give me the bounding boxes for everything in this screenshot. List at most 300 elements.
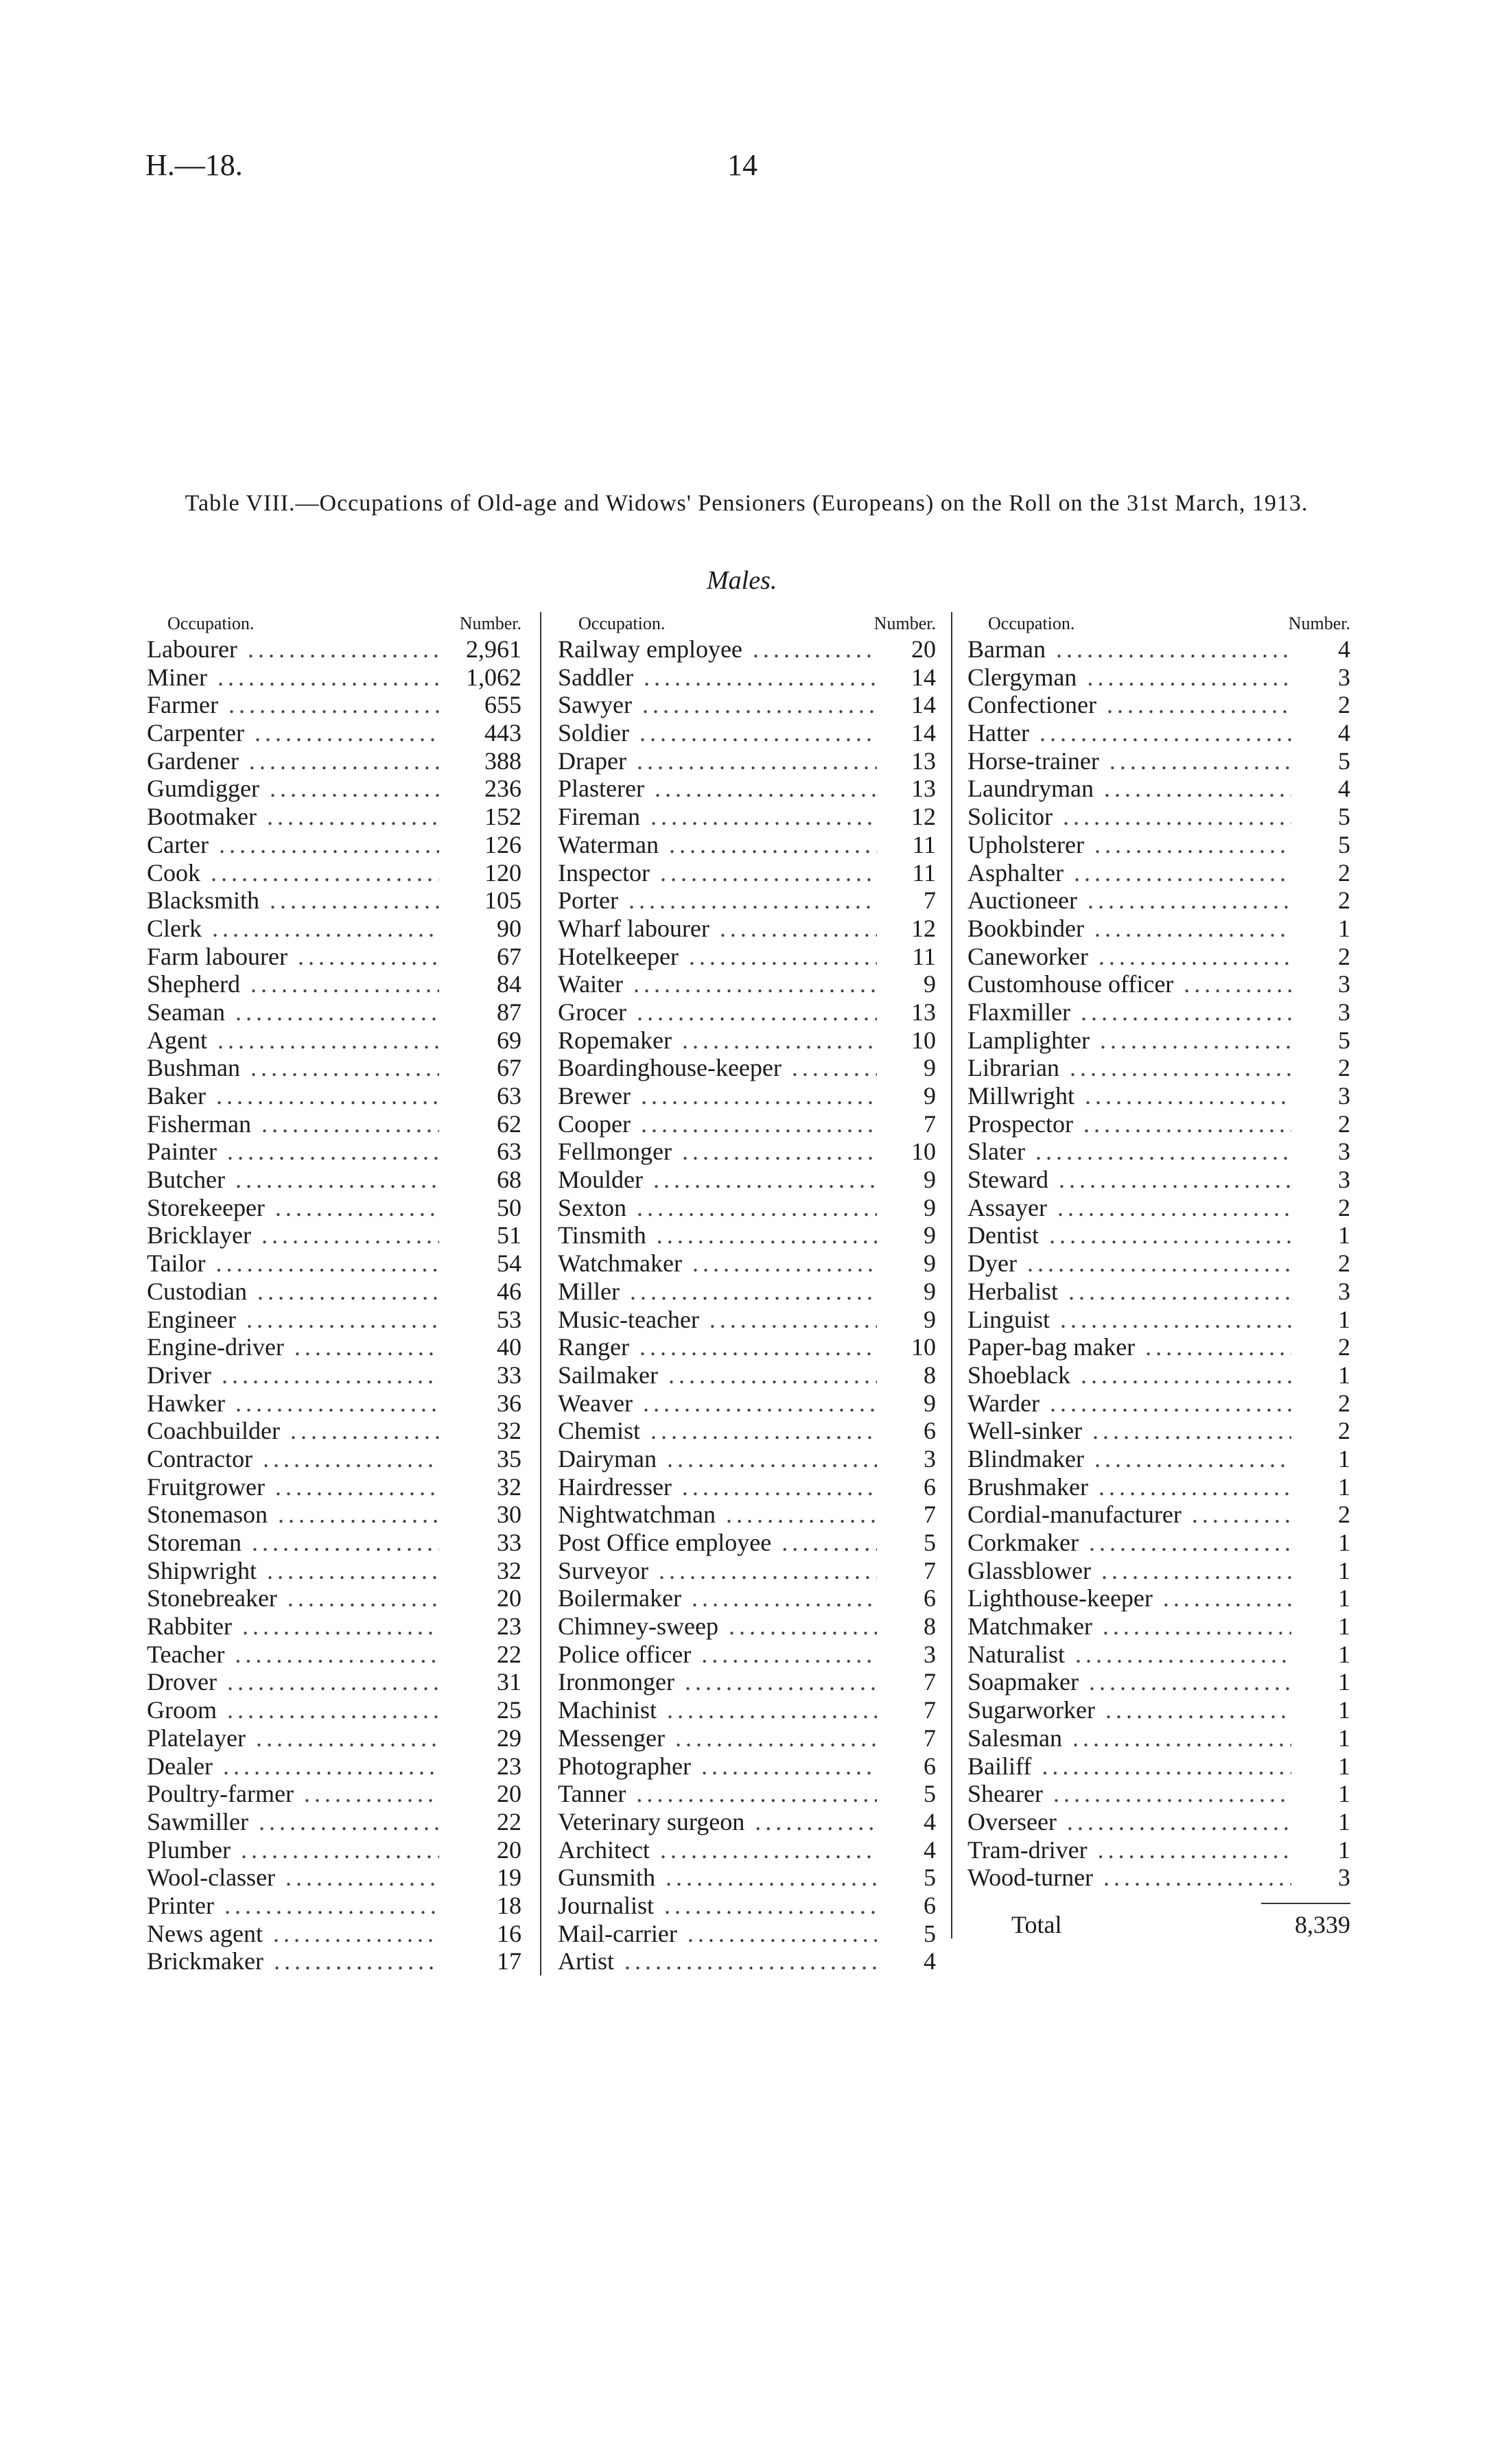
occupation-name: Bricklayer ..... (147, 1221, 439, 1249)
occupation-name: Linguist ..... (967, 1306, 1291, 1334)
table-row (541, 1668, 936, 1696)
occupation-count: 3 (1291, 1082, 1350, 1110)
table-row (952, 1752, 1350, 1781)
occupation-count: 51 (439, 1221, 521, 1249)
occupation-name: Mail-carrier ..... (558, 1920, 877, 1948)
header-number: Number. (873, 613, 936, 633)
table-row (541, 803, 936, 831)
occupation-name: Hatter ..... (967, 719, 1291, 747)
occupation-name: Fellmonger ..... (558, 1138, 877, 1166)
table-row (952, 1026, 1350, 1055)
table-row (541, 1864, 936, 1892)
table-row (541, 1054, 936, 1082)
table-row (147, 1306, 521, 1334)
occupation-count: 6 (877, 1892, 936, 1920)
occupation-count: 17 (439, 1947, 521, 1975)
occupation-count: 13 (877, 775, 936, 803)
occupation-count: 54 (439, 1249, 521, 1278)
occupation-name: Hairdresser ..... (558, 1473, 877, 1501)
occupation-name: Ironmonger ..... (558, 1668, 877, 1696)
table-row (541, 1361, 936, 1389)
occupation-count: 9 (877, 1082, 936, 1110)
occupation-name: Boilermaker ..... (558, 1584, 877, 1612)
table-row (147, 1752, 521, 1781)
occupation-name: Assayer ..... (967, 1194, 1291, 1222)
occupation-name: Fisherman ..... (147, 1110, 439, 1138)
occupation-name: Bailiff ..... (967, 1752, 1291, 1781)
occupation-name: Dealer ..... (147, 1752, 439, 1781)
table-row (952, 775, 1350, 803)
table-row (541, 775, 936, 803)
total-rule (1261, 1903, 1350, 1911)
table-row (147, 970, 521, 998)
occupation-name: Horse-trainer ..... (967, 747, 1291, 775)
table-row (541, 635, 936, 664)
table-row (952, 1249, 1350, 1278)
occupation-count: 4 (877, 1808, 936, 1836)
table-row (952, 1333, 1350, 1361)
table-row (147, 887, 521, 915)
occupation-name: Soldier ..... (558, 719, 877, 747)
table-row (541, 1808, 936, 1836)
occupation-name: Bookbinder ..... (967, 915, 1291, 943)
occupation-name: Steward ..... (967, 1166, 1291, 1194)
table-row (952, 719, 1350, 747)
occupation-name: Confectioner ..... (967, 691, 1291, 719)
occupation-count: 1 (1291, 1361, 1350, 1389)
table-row (952, 1668, 1350, 1696)
occupation-count: 69 (439, 1026, 521, 1055)
occupation-count: 5 (877, 1529, 936, 1557)
table-row (147, 1808, 521, 1836)
occupation-name: Clergyman ..... (967, 664, 1291, 692)
table-row (147, 1612, 521, 1641)
occupation-name: Brickmaker ..... (147, 1947, 439, 1975)
occupation-count: 33 (439, 1361, 521, 1389)
table-row (952, 859, 1350, 887)
table-row (147, 915, 521, 943)
occupation-name: Farmer ..... (147, 691, 439, 719)
occupation-name: Groom ..... (147, 1696, 439, 1724)
occupation-count: 46 (439, 1278, 521, 1306)
occupation-name: Herbalist ..... (967, 1278, 1291, 1306)
occupation-name: Music-teacher ..... (558, 1306, 877, 1334)
occupation-count: 4 (877, 1836, 936, 1864)
occupation-count: 7 (877, 1668, 936, 1696)
occupation-name: Inspector ..... (558, 859, 877, 887)
occupation-name: Railway employee ..... (558, 635, 877, 664)
occupation-count: 19 (439, 1864, 521, 1892)
occupation-name: Wool-classer ..... (147, 1864, 439, 1892)
occupation-name: Solicitor ..... (967, 803, 1291, 831)
occupation-name: Asphalter ..... (967, 859, 1291, 887)
table-row (147, 1724, 521, 1752)
table-row (952, 1780, 1350, 1808)
table-row (541, 1166, 936, 1194)
table-row (541, 747, 936, 775)
table-row (541, 1724, 936, 1752)
occupation-name: Naturalist ..... (967, 1641, 1291, 1669)
occupation-count: 1 (1291, 1612, 1350, 1641)
occupation-name: Gardener ..... (147, 747, 439, 775)
occupation-count: 2 (1291, 887, 1350, 915)
occupation-name: Lamplighter ..... (967, 1026, 1291, 1055)
occupation-name: Upholsterer ..... (967, 831, 1291, 859)
occupation-count: 14 (877, 719, 936, 747)
occupation-count: 3 (877, 1445, 936, 1473)
occupation-count: 5 (1291, 831, 1350, 859)
occupation-name: Teacher ..... (147, 1641, 439, 1669)
occupation-count: 1,062 (439, 664, 521, 692)
occupation-count: 32 (439, 1473, 521, 1501)
occupation-count: 9 (877, 1249, 936, 1278)
table-row (952, 970, 1350, 998)
table-title: Table VIII.—Occupations of Old-age and Widows' Pensioners (Europeans) on the Roll on the 31st March, 1913. (185, 491, 1308, 516)
occupation-count: 90 (439, 915, 521, 943)
table-row (147, 803, 521, 831)
occupation-name: Post Office employee ..... (558, 1529, 877, 1557)
table-row (541, 970, 936, 998)
occupation-name: Platelayer ..... (147, 1724, 439, 1752)
table-row (541, 1306, 936, 1334)
table-row (147, 1249, 521, 1278)
table-row (541, 1947, 936, 1975)
occupation-name: Laundryman ..... (967, 775, 1291, 803)
occupation-name: Cordial-manufacturer ..... (967, 1501, 1291, 1529)
occupation-count: 13 (877, 998, 936, 1026)
occupation-count: 10 (877, 1138, 936, 1166)
occupation-count: 11 (877, 831, 936, 859)
occupation-name: Seaman ..... (147, 998, 439, 1026)
occupation-name: Waiter ..... (558, 970, 877, 998)
occupation-count: 236 (439, 775, 521, 803)
occupation-count: 4 (1291, 635, 1350, 664)
occupation-name: Ranger ..... (558, 1333, 877, 1361)
occupation-name: Slater ..... (967, 1138, 1291, 1166)
occupation-count: 1 (1291, 1473, 1350, 1501)
occupation-count: 36 (439, 1389, 521, 1418)
occupation-count: 2 (1291, 1054, 1350, 1082)
table-row (541, 1194, 936, 1222)
occupation-name: Lighthouse-keeper ..... (967, 1584, 1291, 1612)
occupation-name: Shearer ..... (967, 1780, 1291, 1808)
occupation-name: Miller ..... (558, 1278, 877, 1306)
occupation-count: 22 (439, 1808, 521, 1836)
occupation-name: Chemist ..... (558, 1417, 877, 1445)
occupation-count: 50 (439, 1194, 521, 1222)
table-row (541, 1249, 936, 1278)
occupation-count: 7 (877, 1110, 936, 1138)
occupation-name: Driver ..... (147, 1361, 439, 1389)
occupation-count: 3 (1291, 1864, 1350, 1892)
table-row (952, 998, 1350, 1026)
occupation-count: 20 (439, 1780, 521, 1808)
occupation-count: 8 (877, 1361, 936, 1389)
occupation-count: 10 (877, 1026, 936, 1055)
occupation-count: 443 (439, 719, 521, 747)
occupation-name: Watchmaker ..... (558, 1249, 877, 1278)
table-row (952, 1166, 1350, 1194)
occupation-count: 1 (1291, 1808, 1350, 1836)
table-row (952, 1389, 1350, 1418)
occupation-name: Sugarworker ..... (967, 1696, 1291, 1724)
occupation-count: 62 (439, 1110, 521, 1138)
occupation-count: 6 (877, 1417, 936, 1445)
table-row (147, 1333, 521, 1361)
total-value: 8,339 (1295, 1910, 1350, 1938)
table-row (147, 1473, 521, 1501)
occupation-name: Storekeeper ..... (147, 1194, 439, 1222)
occupation-name: Engine-driver ..... (147, 1333, 439, 1361)
table-row (952, 1417, 1350, 1445)
table-row (952, 1054, 1350, 1082)
occupation-name: Miner ..... (147, 664, 439, 692)
occupation-name: Engineer ..... (147, 1306, 439, 1334)
table-row (541, 1333, 936, 1361)
occupation-name: Saddler ..... (558, 664, 877, 692)
occupation-count: 18 (439, 1892, 521, 1920)
table-row (541, 664, 936, 692)
occupation-count: 32 (439, 1557, 521, 1585)
occupation-count: 13 (877, 747, 936, 775)
occupation-count: 87 (439, 998, 521, 1026)
table-row (147, 1026, 521, 1055)
table-row (541, 915, 936, 943)
occupation-count: 14 (877, 691, 936, 719)
occupation-count: 68 (439, 1166, 521, 1194)
column-header (952, 612, 1350, 635)
occupation-name: Millwright ..... (967, 1082, 1291, 1110)
table-row (952, 691, 1350, 719)
occupation-count: 1 (1291, 1557, 1350, 1585)
occupation-count: 7 (877, 1724, 936, 1752)
table-row (541, 943, 936, 971)
occupation-count: 5 (1291, 747, 1350, 775)
table-row (147, 775, 521, 803)
occupation-name: Bushman ..... (147, 1054, 439, 1082)
table-row (147, 1361, 521, 1389)
occupation-count: 1 (1291, 1696, 1350, 1724)
occupation-count: 29 (439, 1724, 521, 1752)
table-row (147, 1501, 521, 1529)
occupation-count: 1 (1291, 915, 1350, 943)
occupation-count: 126 (439, 831, 521, 859)
occupation-name: Tailor ..... (147, 1249, 439, 1278)
occupation-count: 31 (439, 1668, 521, 1696)
table-row (147, 1166, 521, 1194)
occupation-name: Artist ..... (558, 1947, 877, 1975)
occupation-count: 2 (1291, 1501, 1350, 1529)
header-occupation: Occupation. (578, 613, 666, 633)
table-row (952, 1584, 1350, 1612)
table-subtitle: Males. (707, 566, 777, 595)
table-row (541, 1221, 936, 1249)
occupation-count: 2 (1291, 1389, 1350, 1418)
occupation-name: Customhouse officer ..... (967, 970, 1291, 998)
occupation-name: Blindmaker ..... (967, 1445, 1291, 1473)
table-row (147, 1836, 521, 1864)
table-row (541, 1584, 936, 1612)
table-row (541, 1082, 936, 1110)
occupation-name: Sawmiller ..... (147, 1808, 439, 1836)
table-row (147, 1947, 521, 1975)
table-row (541, 1780, 936, 1808)
occupation-count: 4 (1291, 719, 1350, 747)
table-row (147, 1138, 521, 1166)
occupation-name: Carter ..... (147, 831, 439, 859)
occupation-count: 3 (1291, 998, 1350, 1026)
header-number: Number. (459, 613, 521, 633)
table-row (952, 1445, 1350, 1473)
table-row (541, 859, 936, 887)
occupation-count: 10 (877, 1333, 936, 1361)
occupation-count: 12 (877, 915, 936, 943)
table-row (541, 1138, 936, 1166)
table-row (147, 1641, 521, 1669)
table-row (952, 1864, 1350, 1892)
table-row (147, 747, 521, 775)
occupation-name: Contractor ..... (147, 1445, 439, 1473)
occupation-count: 3 (1291, 970, 1350, 998)
table-row (541, 1557, 936, 1585)
table-row (541, 1473, 936, 1501)
occupation-count: 2 (1291, 1110, 1350, 1138)
occupation-name: Hotelkeeper ..... (558, 943, 877, 971)
table-row (952, 1110, 1350, 1138)
occupation-count: 20 (877, 635, 936, 664)
table-row (541, 1836, 936, 1864)
occupation-count: 14 (877, 664, 936, 692)
occupation-name: Plumber ..... (147, 1836, 439, 1864)
occupation-count: 655 (439, 691, 521, 719)
table-row (541, 1110, 936, 1138)
document-reference: H.—18. (145, 148, 243, 182)
occupation-count: 7 (877, 1696, 936, 1724)
occupation-name: Photographer ..... (558, 1752, 877, 1781)
occupation-name: Tram-driver ..... (967, 1836, 1291, 1864)
column-header (147, 612, 521, 635)
occupation-count: 22 (439, 1641, 521, 1669)
occupation-count: 1 (1291, 1529, 1350, 1557)
occupation-count: 32 (439, 1417, 521, 1445)
table-row (541, 1612, 936, 1641)
occupation-name: Corkmaker ..... (967, 1529, 1291, 1557)
table-row (541, 998, 936, 1026)
occupation-count: 20 (439, 1836, 521, 1864)
table-row (147, 1221, 521, 1249)
page-number: 14 (727, 148, 758, 182)
occupation-name: Rabbiter ..... (147, 1612, 439, 1641)
occupation-count: 5 (1291, 1026, 1350, 1055)
table-row (147, 1864, 521, 1892)
occupation-name: Dyer ..... (967, 1249, 1291, 1278)
occupation-count: 9 (877, 1389, 936, 1418)
occupation-count: 2 (1291, 1417, 1350, 1445)
occupation-name: Caneworker ..... (967, 943, 1291, 971)
table-row (147, 1417, 521, 1445)
table-row (952, 1473, 1350, 1501)
occupation-count: 2 (1291, 1333, 1350, 1361)
occupation-count: 5 (877, 1920, 936, 1948)
occupation-count: 8 (877, 1612, 936, 1641)
occupation-name: Draper ..... (558, 747, 877, 775)
table-row (952, 1501, 1350, 1529)
table-row (952, 943, 1350, 971)
occupation-name: Messenger ..... (558, 1724, 877, 1752)
table-row (147, 1054, 521, 1082)
occupation-name: Machinist ..... (558, 1696, 877, 1724)
occupation-column-3 (951, 612, 1350, 1938)
occupation-count: 35 (439, 1445, 521, 1473)
occupation-count: 9 (877, 970, 936, 998)
occupation-name: Tinsmith ..... (558, 1221, 877, 1249)
occupation-name: Porter ..... (558, 887, 877, 915)
occupation-count: 105 (439, 887, 521, 915)
occupation-count: 84 (439, 970, 521, 998)
occupation-name: Matchmaker ..... (967, 1612, 1291, 1641)
table-row (541, 1389, 936, 1418)
table-row (952, 1278, 1350, 1306)
table-row (952, 1221, 1350, 1249)
occupation-count: 5 (877, 1864, 936, 1892)
occupation-count: 6 (877, 1584, 936, 1612)
occupation-count: 1 (1291, 1445, 1350, 1473)
table-row (147, 1557, 521, 1585)
occupation-count: 23 (439, 1612, 521, 1641)
occupation-count: 40 (439, 1333, 521, 1361)
occupation-name: Warder ..... (967, 1389, 1291, 1418)
occupation-name: Auctioneer ..... (967, 887, 1291, 915)
table-row (952, 1138, 1350, 1166)
occupation-name: Drover ..... (147, 1668, 439, 1696)
table-row (541, 1892, 936, 1920)
table-row (541, 1696, 936, 1724)
occupation-name: Brushmaker ..... (967, 1473, 1291, 1501)
occupation-count: 9 (877, 1221, 936, 1249)
occupation-count: 1 (1291, 1836, 1350, 1864)
occupation-name: Shoeblack ..... (967, 1361, 1291, 1389)
header-occupation: Occupation. (167, 613, 255, 633)
occupation-count: 67 (439, 1054, 521, 1082)
table-row (952, 664, 1350, 692)
occupation-count: 67 (439, 943, 521, 971)
occupation-name: Veterinary surgeon ..... (558, 1808, 877, 1836)
occupation-count: 5 (1291, 803, 1350, 831)
occupation-name: Labourer ..... (147, 635, 439, 664)
occupation-name: Fruitgrower ..... (147, 1473, 439, 1501)
table-row (541, 1026, 936, 1055)
occupation-count: 3 (1291, 1278, 1350, 1306)
table-row (147, 1696, 521, 1724)
occupation-name: Butcher ..... (147, 1166, 439, 1194)
occupation-name: Bootmaker ..... (147, 803, 439, 831)
table-row (541, 831, 936, 859)
table-row (952, 635, 1350, 664)
occupation-name: Farm labourer ..... (147, 943, 439, 971)
table-row (147, 1110, 521, 1138)
table-row (952, 747, 1350, 775)
table-row (147, 1780, 521, 1808)
occupation-name: Moulder ..... (558, 1166, 877, 1194)
table-row (147, 1194, 521, 1222)
occupation-count: 23 (439, 1752, 521, 1781)
occupation-name: Sawyer ..... (558, 691, 877, 719)
occupation-count: 1 (1291, 1584, 1350, 1612)
occupation-count: 30 (439, 1501, 521, 1529)
table-row (147, 859, 521, 887)
occupation-count: 2 (1291, 1194, 1350, 1222)
occupation-name: Blacksmith ..... (147, 887, 439, 915)
